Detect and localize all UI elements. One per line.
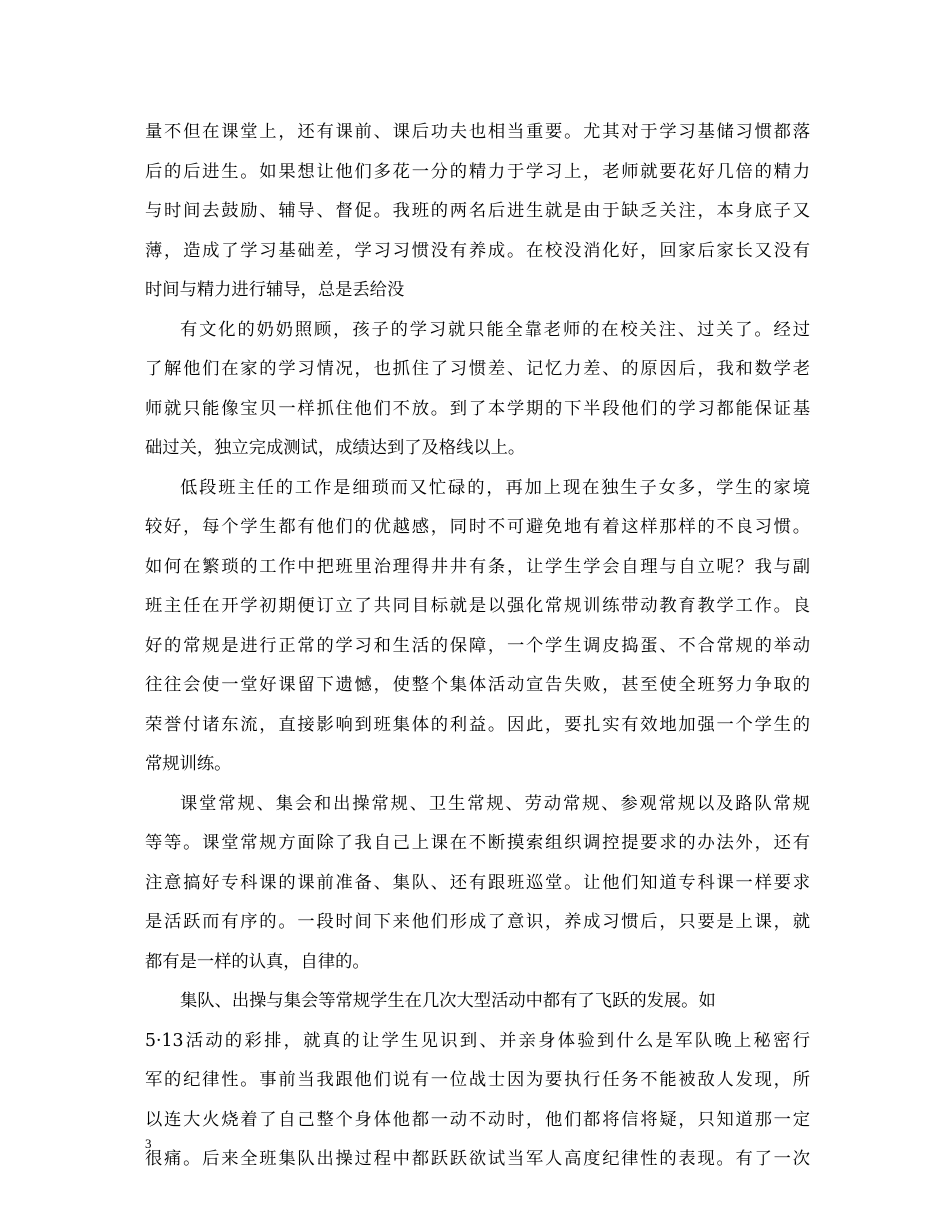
text-line: 班主任在开学初期便订立了共同目标就是以强化常规训练带动教育教学工作。良 [145,596,810,616]
text-line: 与时间去鼓励、辅导、督促。我班的两名后进生就是由于缺乏关注，本身底子又 [145,201,810,221]
text-line: 础过关，独立完成测试，成绩达到了及格线以上。 [145,438,526,458]
text-line: 好的常规是进行正常的学习和生活的保障，一个学生调皮捣蛋、不合常规的举动 [145,635,810,656]
text-line: 常规训练。 [145,754,232,774]
text-line: 以连大火烧着了自己整个身体他都一动不动时，他们都将信将疑，只知道那一定 [145,1109,810,1130]
text-line: 薄，造成了学习基础差，学习习惯没有养成。在校没消化好，回家后家长又没有 [145,240,810,261]
text-line: 是活跃而有序的。一段时间下来他们形成了意识，养成习惯后，只要是上课，就 [145,912,810,932]
text-line: 师就只能像宝贝一样抓住他们不放。到了本学期的下半段他们的学习都能保证基 [145,398,810,419]
text-line: 如何在繁琐的工作中把班里治理得井井有条，让学生学会自理与自立呢？我与副 [145,556,810,577]
text-line: 课堂常规、集会和出操常规、卫生常规、劳动常规、参观常规以及路队常规 [180,793,810,814]
text-line: 军的纪律性。事前当我跟他们说有一位战士因为要执行任务不能被敌人发现，所 [145,1070,810,1090]
text-line: 后的后进生。如果想让他们多花一分的精力于学习上，老师就要花好几倍的精力 [145,161,810,182]
text-line: 等等。课堂常规方面除了我自己上课在不断摸索组织调控提要求的办法外，还有 [145,833,810,853]
body-text [145,113,810,1180]
text-line: 较好，每个学生都有他们的优越感，同时不可避免地有着这样那样的不良习惯。 [145,517,810,537]
page-number: 3 [145,1136,152,1151]
text-line: 荣誉付诸东流，直接影响到班集体的利益。因此，要扎实有效地加强一个学生的 [145,714,810,735]
text-line: 集队、出操与集会等常规学生在几次大型活动中都有了飞跃的发展。如 [180,991,716,1011]
text-line: 有文化的奶奶照顾，孩子的学习就只能全靠老师的在校关注、过关了。经过 [180,319,810,340]
text-line: 往往会使一堂好课留下遗憾，使整个集体活动宣告失败，甚至使全班努力争取的 [145,675,810,695]
text-line: 了解他们在家的学习情况，也抓住了习惯差、记忆力差、的原因后，我和数学老 [145,359,810,379]
text-line: 5·13活动的彩排，就真的让学生见识到、并亲身体验到什么是军队晚上秘密行 [145,1030,810,1051]
text-line: 都有是一样的认真，自律的。 [145,951,370,972]
text-line: 时间与精力进行辅导，总是丢给没 [145,280,405,300]
text-line: 低段班主任的工作是细琐而又忙碌的，再加上现在独生子女多，学生的家境 [180,477,810,498]
text-line: 注意搞好专科课的课前准备、集队、还有跟班巡堂。让他们知道专科课一样要求 [145,872,810,893]
text-line: 量不但在课堂上，还有课前、课后功夫也相当重要。尤其对于学习基储习惯都落 [145,122,810,142]
text-line: 很痛。后来全班集队出操过程中都跃跃欲试当军人高度纪律性的表现。有了一次 [145,1149,810,1169]
